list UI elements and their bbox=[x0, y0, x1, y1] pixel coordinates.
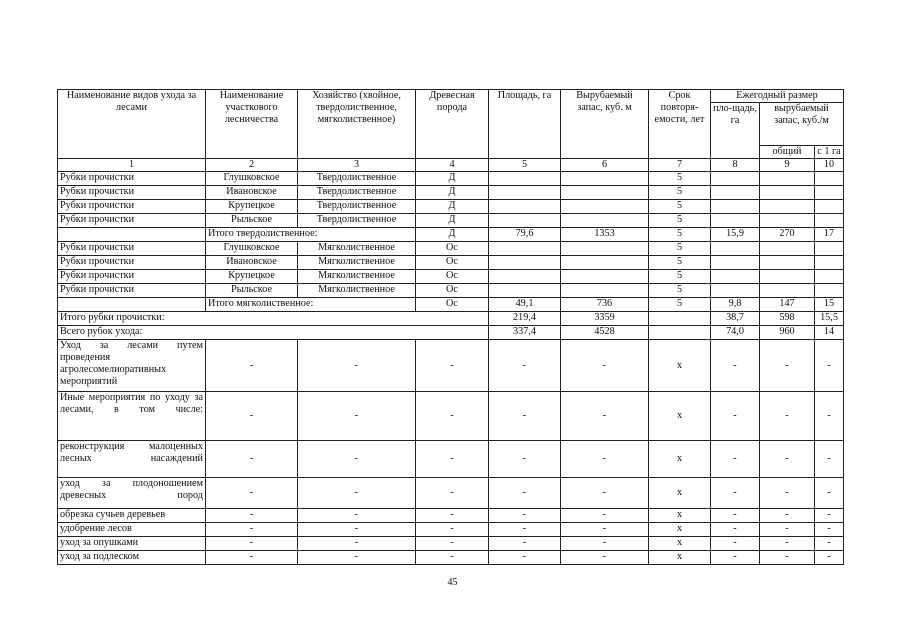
dash-mark: - bbox=[711, 478, 760, 509]
annual-volume-cell bbox=[760, 256, 815, 270]
dash-mark: - bbox=[206, 523, 298, 537]
species-cell: Д bbox=[416, 200, 489, 214]
activity-label: обрезка сучьев деревьев bbox=[58, 509, 206, 523]
volume-cell bbox=[561, 214, 649, 228]
table-row bbox=[58, 214, 844, 228]
table-row bbox=[58, 270, 844, 284]
dash-mark: - bbox=[206, 537, 298, 551]
dash-mark: - bbox=[561, 523, 649, 537]
dash-mark: - bbox=[298, 441, 416, 478]
species-cell: Д bbox=[416, 186, 489, 200]
activity-label: Иные мероприятия по уходу за лесами, в том числе: bbox=[58, 392, 206, 441]
activity-row bbox=[58, 392, 844, 441]
cross-mark: x bbox=[649, 478, 711, 509]
dash-mark: - bbox=[815, 551, 844, 565]
per-ha-cell bbox=[815, 242, 844, 256]
activity-row bbox=[58, 340, 844, 392]
forestry-cell: Рыльское bbox=[206, 214, 298, 228]
area-cell bbox=[489, 186, 561, 200]
species-cell: Ос bbox=[416, 298, 489, 312]
farm-cell: Мягколиственное bbox=[298, 256, 416, 270]
subtotal-row bbox=[58, 298, 844, 312]
species-cell: Д bbox=[416, 228, 489, 242]
forestry-cell: Глушковское bbox=[206, 172, 298, 186]
activity-row bbox=[58, 441, 844, 478]
dash-mark: - bbox=[416, 441, 489, 478]
annual-area-cell: 9,8 bbox=[711, 298, 760, 312]
area-cell: 337,4 bbox=[489, 326, 561, 340]
dash-mark: - bbox=[298, 523, 416, 537]
period-cell: 5 bbox=[649, 200, 711, 214]
care-type-cell: Рубки прочистки bbox=[58, 270, 206, 284]
forest-care-table bbox=[57, 89, 844, 565]
dash-mark: - bbox=[711, 340, 760, 392]
annual-volume-cell: 147 bbox=[760, 298, 815, 312]
annual-area-cell bbox=[711, 270, 760, 284]
dash-mark: - bbox=[815, 537, 844, 551]
table-row bbox=[58, 186, 844, 200]
activity-row bbox=[58, 478, 844, 509]
annual-area-cell bbox=[711, 242, 760, 256]
dash-mark: - bbox=[489, 478, 561, 509]
cross-mark: x bbox=[649, 509, 711, 523]
dash-mark: - bbox=[561, 478, 649, 509]
dash-mark: - bbox=[711, 441, 760, 478]
dash-mark: - bbox=[298, 340, 416, 392]
cross-mark: x bbox=[649, 551, 711, 565]
dash-mark: - bbox=[561, 392, 649, 441]
dash-mark: - bbox=[815, 509, 844, 523]
period-cell: 5 bbox=[649, 284, 711, 298]
dash-mark: - bbox=[760, 392, 815, 441]
annual-area-cell bbox=[711, 256, 760, 270]
dash-mark: - bbox=[416, 523, 489, 537]
dash-mark: - bbox=[489, 392, 561, 441]
annual-area-cell bbox=[711, 214, 760, 228]
volume-cell: 1353 bbox=[561, 228, 649, 242]
annual-area-cell bbox=[711, 284, 760, 298]
farm-cell: Твердолиственное bbox=[298, 200, 416, 214]
total-row bbox=[58, 326, 844, 340]
dash-mark: - bbox=[416, 537, 489, 551]
total-label: Итого рубки прочистки: bbox=[58, 312, 489, 326]
dash-mark: - bbox=[206, 551, 298, 565]
dash-mark: - bbox=[760, 340, 815, 392]
annual-volume-cell bbox=[760, 284, 815, 298]
total-label: Всего рубок ухода: bbox=[58, 326, 489, 340]
header-period: Срок повторя-емости, лет bbox=[649, 90, 711, 159]
cross-mark: x bbox=[649, 537, 711, 551]
dash-mark: - bbox=[206, 441, 298, 478]
volume-cell bbox=[561, 186, 649, 200]
activity-label: уход за подлеском bbox=[58, 551, 206, 565]
area-cell bbox=[489, 172, 561, 186]
dash-mark: - bbox=[561, 509, 649, 523]
dash-mark: - bbox=[815, 441, 844, 478]
dash-mark: - bbox=[298, 509, 416, 523]
subtotal-label: Итого твердолиственное: bbox=[206, 228, 416, 242]
forestry-cell: Рыльское bbox=[206, 284, 298, 298]
dash-mark: - bbox=[298, 392, 416, 441]
table-row bbox=[58, 242, 844, 256]
header-forestry: Наименование участкового лесничества bbox=[206, 90, 298, 159]
volume-cell bbox=[561, 200, 649, 214]
period-cell: 5 bbox=[649, 214, 711, 228]
cross-mark: x bbox=[649, 392, 711, 441]
annual-volume-cell: 270 bbox=[760, 228, 815, 242]
header-annual-volume: вырубаемый запас, куб./м bbox=[760, 103, 844, 146]
dash-mark: - bbox=[760, 523, 815, 537]
period-cell: 5 bbox=[649, 228, 711, 242]
per-ha-cell bbox=[815, 284, 844, 298]
species-cell: Ос bbox=[416, 270, 489, 284]
column-number: 4 bbox=[416, 159, 489, 172]
dash-mark: - bbox=[416, 551, 489, 565]
per-ha-cell: 14 bbox=[815, 326, 844, 340]
care-type-cell: Рубки прочистки bbox=[58, 256, 206, 270]
farm-cell: Мягколиственное bbox=[298, 242, 416, 256]
area-cell bbox=[489, 256, 561, 270]
activity-label: уход за плодоношением древесных пород bbox=[58, 478, 206, 509]
subtotal-row bbox=[58, 228, 844, 242]
care-type-cell: Рубки прочистки bbox=[58, 242, 206, 256]
annual-area-cell bbox=[711, 172, 760, 186]
header-annual: Ежегодный размер bbox=[711, 90, 844, 103]
forestry-cell: Ивановское bbox=[206, 256, 298, 270]
annual-area-cell bbox=[711, 186, 760, 200]
header-farm: Хозяйство (хвойное, твердолиственное, мягколиственное) bbox=[298, 90, 416, 159]
dash-mark: - bbox=[206, 478, 298, 509]
cross-mark: x bbox=[649, 441, 711, 478]
per-ha-cell: 15,5 bbox=[815, 312, 844, 326]
period-cell: 5 bbox=[649, 242, 711, 256]
dash-mark: - bbox=[711, 392, 760, 441]
per-ha-cell: 15 bbox=[815, 298, 844, 312]
species-cell: Ос bbox=[416, 242, 489, 256]
volume-cell: 3359 bbox=[561, 312, 649, 326]
dash-mark: - bbox=[711, 537, 760, 551]
dash-mark: - bbox=[711, 523, 760, 537]
volume-cell bbox=[561, 172, 649, 186]
table-row bbox=[58, 284, 844, 298]
header-annual-area: пло-щадь, га bbox=[711, 103, 760, 159]
header-care-type: Наименование видов ухода за лесами bbox=[58, 90, 206, 159]
activity-label: Уход за лесами путем проведения агролесомелиоративных мероприятий bbox=[58, 340, 206, 392]
per-ha-cell: 17 bbox=[815, 228, 844, 242]
species-cell: Д bbox=[416, 214, 489, 228]
dash-mark: - bbox=[206, 509, 298, 523]
species-cell: Д bbox=[416, 172, 489, 186]
per-ha-cell bbox=[815, 214, 844, 228]
dash-mark: - bbox=[416, 392, 489, 441]
header-volume-per-ha: с 1 га bbox=[815, 146, 844, 159]
dash-mark: - bbox=[416, 509, 489, 523]
activity-row bbox=[58, 551, 844, 565]
dash-mark: - bbox=[416, 478, 489, 509]
care-type-cell: Рубки прочистки bbox=[58, 186, 206, 200]
dash-mark: - bbox=[561, 441, 649, 478]
activity-label: удобрение лесов bbox=[58, 523, 206, 537]
header-volume-total: общий bbox=[760, 146, 815, 159]
cross-mark: x bbox=[649, 523, 711, 537]
dash-mark: - bbox=[760, 478, 815, 509]
period-cell: 5 bbox=[649, 256, 711, 270]
dash-mark: - bbox=[760, 537, 815, 551]
table-row bbox=[58, 256, 844, 270]
column-number: 2 bbox=[206, 159, 298, 172]
area-cell bbox=[489, 284, 561, 298]
volume-cell: 736 bbox=[561, 298, 649, 312]
area-cell: 79,6 bbox=[489, 228, 561, 242]
empty-cell bbox=[58, 228, 206, 242]
farm-cell: Твердолиственное bbox=[298, 214, 416, 228]
dash-mark: - bbox=[416, 340, 489, 392]
care-type-cell: Рубки прочистки bbox=[58, 284, 206, 298]
dash-mark: - bbox=[711, 509, 760, 523]
care-type-cell: Рубки прочистки bbox=[58, 172, 206, 186]
annual-volume-cell bbox=[760, 214, 815, 228]
annual-volume-cell: 960 bbox=[760, 326, 815, 340]
per-ha-cell bbox=[815, 256, 844, 270]
forestry-cell: Глушковское bbox=[206, 242, 298, 256]
farm-cell: Мягколиственное bbox=[298, 270, 416, 284]
dash-mark: - bbox=[489, 509, 561, 523]
forestry-cell: Ивановское bbox=[206, 186, 298, 200]
per-ha-cell bbox=[815, 172, 844, 186]
area-cell bbox=[489, 270, 561, 284]
dash-mark: - bbox=[489, 551, 561, 565]
dash-mark: - bbox=[489, 537, 561, 551]
dash-mark: - bbox=[206, 392, 298, 441]
dash-mark: - bbox=[298, 478, 416, 509]
column-number: 10 bbox=[815, 159, 844, 172]
column-number: 1 bbox=[58, 159, 206, 172]
empty-cell bbox=[58, 298, 206, 312]
volume-cell bbox=[561, 270, 649, 284]
per-ha-cell bbox=[815, 270, 844, 284]
annual-volume-cell: 598 bbox=[760, 312, 815, 326]
annual-area-cell bbox=[711, 200, 760, 214]
forestry-cell: Крупецкое bbox=[206, 270, 298, 284]
table-row bbox=[58, 200, 844, 214]
annual-volume-cell bbox=[760, 172, 815, 186]
area-cell: 49,1 bbox=[489, 298, 561, 312]
period-cell: 5 bbox=[649, 270, 711, 284]
annual-volume-cell bbox=[760, 200, 815, 214]
dash-mark: - bbox=[206, 340, 298, 392]
forestry-cell: Крупецкое bbox=[206, 200, 298, 214]
header-volume: Вырубаемый запас, куб. м bbox=[561, 90, 649, 159]
header-species: Древесная порода bbox=[416, 90, 489, 159]
area-cell bbox=[489, 200, 561, 214]
annual-volume-cell bbox=[760, 186, 815, 200]
column-number: 8 bbox=[711, 159, 760, 172]
annual-area-cell: 74,0 bbox=[711, 326, 760, 340]
dash-mark: - bbox=[561, 537, 649, 551]
period-cell bbox=[649, 312, 711, 326]
area-cell: 219,4 bbox=[489, 312, 561, 326]
per-ha-cell bbox=[815, 186, 844, 200]
table-row bbox=[58, 172, 844, 186]
dash-mark: - bbox=[760, 551, 815, 565]
column-number: 9 bbox=[760, 159, 815, 172]
care-type-cell: Рубки прочистки bbox=[58, 214, 206, 228]
dash-mark: - bbox=[815, 340, 844, 392]
column-number-row bbox=[58, 159, 844, 172]
period-cell: 5 bbox=[649, 298, 711, 312]
species-cell: Ос bbox=[416, 284, 489, 298]
cross-mark: x bbox=[649, 340, 711, 392]
volume-cell: 4528 bbox=[561, 326, 649, 340]
total-row bbox=[58, 312, 844, 326]
volume-cell bbox=[561, 242, 649, 256]
dash-mark: - bbox=[815, 523, 844, 537]
annual-volume-cell bbox=[760, 242, 815, 256]
period-cell: 5 bbox=[649, 186, 711, 200]
dash-mark: - bbox=[298, 551, 416, 565]
activity-label: уход за опушками bbox=[58, 537, 206, 551]
dash-mark: - bbox=[711, 551, 760, 565]
header-area: Площадь, га bbox=[489, 90, 561, 159]
farm-cell: Твердолиственное bbox=[298, 186, 416, 200]
period-cell: 5 bbox=[649, 172, 711, 186]
volume-cell bbox=[561, 284, 649, 298]
page-number: 45 bbox=[447, 577, 458, 588]
activity-row bbox=[58, 523, 844, 537]
dash-mark: - bbox=[489, 340, 561, 392]
care-type-cell: Рубки прочистки bbox=[58, 200, 206, 214]
species-cell: Ос bbox=[416, 256, 489, 270]
subtotal-label: Итого мягколиственное: bbox=[206, 298, 416, 312]
per-ha-cell bbox=[815, 200, 844, 214]
dash-mark: - bbox=[489, 441, 561, 478]
column-number: 5 bbox=[489, 159, 561, 172]
dash-mark: - bbox=[760, 509, 815, 523]
activity-row bbox=[58, 537, 844, 551]
dash-mark: - bbox=[815, 478, 844, 509]
column-number: 7 bbox=[649, 159, 711, 172]
dash-mark: - bbox=[489, 523, 561, 537]
volume-cell bbox=[561, 256, 649, 270]
header-row bbox=[58, 90, 844, 103]
column-number: 3 bbox=[298, 159, 416, 172]
area-cell bbox=[489, 242, 561, 256]
period-cell bbox=[649, 326, 711, 340]
column-number: 6 bbox=[561, 159, 649, 172]
annual-area-cell: 38,7 bbox=[711, 312, 760, 326]
dash-mark: - bbox=[298, 537, 416, 551]
dash-mark: - bbox=[760, 441, 815, 478]
farm-cell: Мягколиственное bbox=[298, 284, 416, 298]
activity-label: реконструкция малоценных лесных насаждений bbox=[58, 441, 206, 478]
dash-mark: - bbox=[561, 551, 649, 565]
activity-row bbox=[58, 509, 844, 523]
area-cell bbox=[489, 214, 561, 228]
dash-mark: - bbox=[815, 392, 844, 441]
annual-area-cell: 15,9 bbox=[711, 228, 760, 242]
dash-mark: - bbox=[561, 340, 649, 392]
farm-cell: Твердолиственное bbox=[298, 172, 416, 186]
annual-volume-cell bbox=[760, 270, 815, 284]
